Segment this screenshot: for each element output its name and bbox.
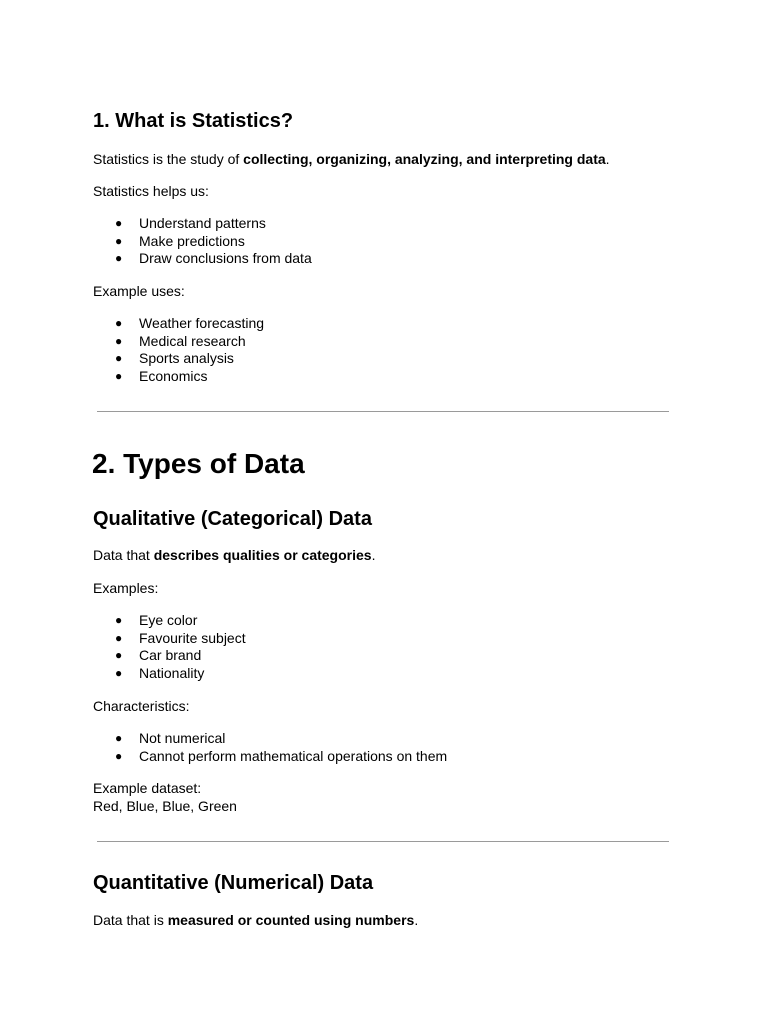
list-item: ● Not numerical [115,730,226,746]
definition-bold: collecting, organizing, analyzing, and interpreting data [243,151,606,167]
section-heading-types-of-data: 2. Types of Data [92,448,305,479]
bullet-icon: ● [115,368,123,383]
uses-label: Example uses: [93,283,185,299]
list-item: ● Understand patterns [115,215,266,231]
dataset-label: Example dataset: [93,780,202,796]
bullet-icon: ● [115,630,123,645]
bullet-icon: ● [115,351,123,366]
bullet-icon: ● [115,333,123,348]
horizontal-divider [97,841,669,842]
list-item: ● Make predictions [115,232,245,249]
bullet-icon: ● [115,233,123,248]
helps-list [115,215,312,268]
list-item: ● Eye color [115,612,198,628]
qualitative-definition: Data that describes qualities or categories. [93,547,376,563]
bullet-icon: ● [115,648,123,663]
statistics-definition [93,150,610,168]
definition-prefix: Statistics is the study of [93,151,244,167]
list-item: ● Sports analysis [115,350,234,367]
characteristics-label: Characteristics: [93,698,190,714]
list-item: ● Favourite subject [115,629,246,646]
list-item: ● Draw conclusions from data [115,250,312,267]
bullet-icon: ● [115,216,123,230]
characteristics-list [115,730,447,765]
bullet-icon: ● [115,613,123,627]
examples-label: Examples: [93,580,159,596]
bullet-icon: ● [115,731,123,745]
section-heading-statistics: 1. What is Statistics? [93,110,294,132]
list-item: ● Car brand [115,647,202,664]
bullet-icon: ● [115,251,123,266]
list-item: ● Economics [115,367,208,384]
dataset-value: Red, Blue, Blue, Green [93,798,237,814]
quantitative-definition: Data that is measured or counted using numbers. [93,912,419,928]
definition-suffix: . [605,151,610,167]
bullet-icon: ● [115,748,123,763]
list-item: ● Weather forecasting [115,315,265,331]
helps-label: Statistics helps us: [93,183,209,199]
bullet-icon: ● [115,665,123,680]
bullet-icon: ● [115,316,123,330]
subheading-qualitative: Qualitative (Categorical) Data [93,508,372,530]
uses-list [115,315,264,385]
list-item: ● Medical research [115,332,246,349]
list-item: ● Cannot perform mathematical operations on them [115,747,448,764]
horizontal-divider [97,411,669,412]
qualitative-examples-list [115,612,246,682]
subheading-quantitative: Quantitative (Numerical) Data [93,872,374,894]
list-item: ● Nationality [115,664,205,681]
